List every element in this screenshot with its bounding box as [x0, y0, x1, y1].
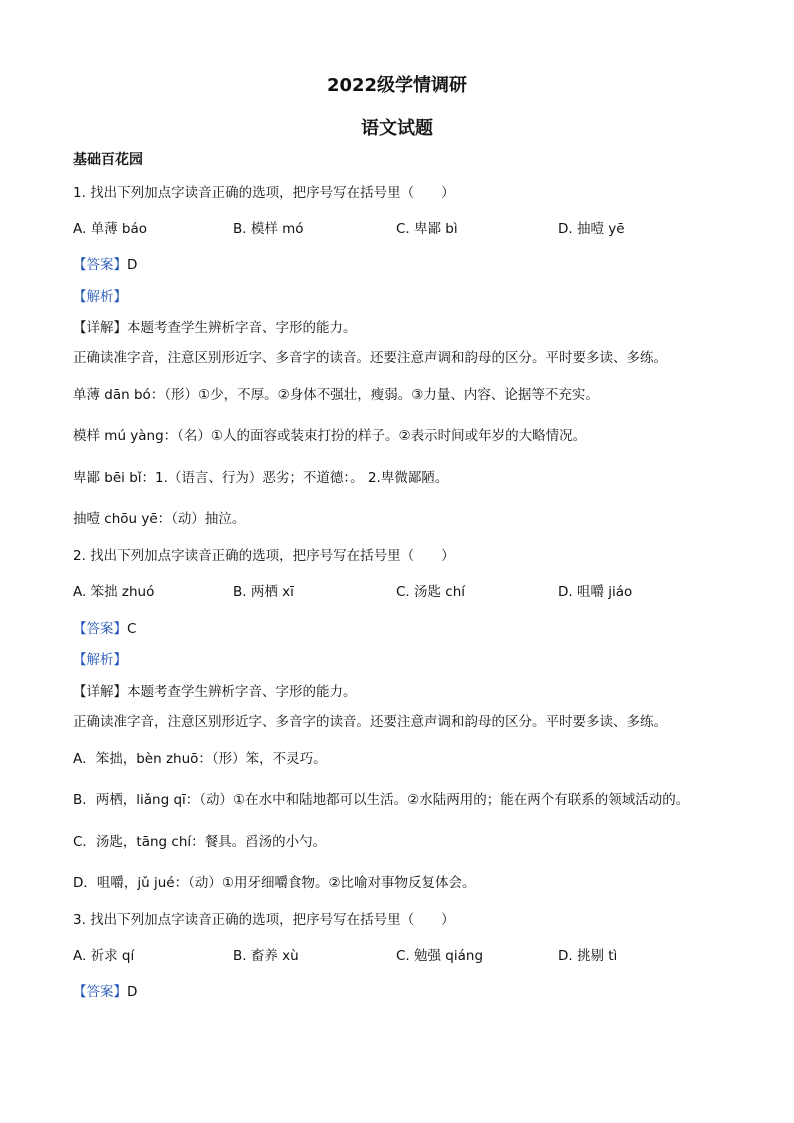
section-heading: 基础百花园: [73, 152, 143, 168]
q2-explain-b: B．两栖，liǎng qī：（动）①在水中和陆地都可以生活。②水陆两用的；能在两个有联系的领域活动的。: [73, 792, 690, 808]
q1-note: 正确读准字音，注意区别形近字、多音字的读音。还要注意声调和韵母的区分。平时要多读、多练。: [73, 350, 667, 366]
q3-option-b: B. 畜养 xù: [233, 948, 299, 964]
answer-value: C: [127, 621, 137, 637]
q2-answer: [73, 620, 136, 638]
q1-analysis-tag: 【解析】: [73, 289, 127, 305]
q2-option-d: D. 咀嚼 jiáo: [558, 584, 633, 600]
q1-option-a: A. 单薄 báo: [73, 221, 147, 237]
q1-answer: [73, 256, 137, 274]
answer-tag: 【答案】: [73, 257, 127, 273]
answer-value: D: [127, 257, 138, 273]
q1-option-d: D. 抽噎 yē: [558, 221, 625, 237]
answer-value: D: [127, 984, 138, 1000]
question-2-stem: 2. 找出下列加点字读音正确的选项，把序号写在括号里（ ）: [73, 548, 455, 564]
question-1-stem: 1. 找出下列加点字读音正确的选项，把序号写在括号里（ ）: [73, 185, 455, 201]
answer-tag: 【答案】: [73, 621, 127, 637]
detail-tag: 【详解】: [73, 684, 127, 700]
q2-detail: [73, 683, 357, 701]
q2-explain-d: D．咀嚼，jǔ jué：（动）①用牙细嚼食物。②比喻对事物反复体会。: [73, 875, 476, 891]
q2-note: 正确读准字音，注意区别形近字、多音字的读音。还要注意声调和韵母的区分。平时要多读、多练。: [73, 714, 667, 730]
q1-detail: [73, 319, 357, 337]
q1-explain-2: 模样 mú yàng：（名）①人的面容或装束打扮的样子。②表示时间或年岁的大略情况。: [73, 428, 587, 444]
q2-explain-c: C．汤匙，tāng chí：餐具。舀汤的小勺。: [73, 834, 327, 850]
doc-subtitle: 语文试题: [361, 118, 433, 139]
q2-analysis-tag: 【解析】: [73, 652, 127, 668]
q1-explain-1: 单薄 dān bó：（形）①少，不厚。②身体不强壮，瘦弱。③力量、内容、论据等不充实。: [73, 387, 599, 403]
q2-option-b: B. 两栖 xī: [233, 584, 294, 600]
q1-explain-3: 卑鄙 bēi bǐ：1.（语言、行为）恶劣；不道德：。 2.卑微鄙陋。: [73, 470, 449, 486]
answer-tag: 【答案】: [73, 984, 127, 1000]
detail-text: 本题考查学生辨析字音、字形的能力。: [127, 320, 357, 336]
q2-option-a: A. 笨拙 zhuó: [73, 584, 155, 600]
detail-tag: 【详解】: [73, 320, 127, 336]
q3-option-a: A. 祈求 qí: [73, 948, 135, 964]
q1-explain-4: 抽噎 chōu yē：（动）抽泣。: [73, 511, 246, 527]
q3-option-c: C. 勉强 qiáng: [396, 948, 484, 964]
detail-text: 本题考查学生辨析字音、字形的能力。: [127, 684, 357, 700]
q1-option-b: B. 模样 mó: [233, 221, 304, 237]
q3-option-d: D. 挑剔 tì: [558, 948, 618, 964]
question-3-stem: 3. 找出下列加点字读音正确的选项，把序号写在括号里（ ）: [73, 912, 455, 928]
q2-explain-a: A．笨拙，bèn zhuō：（形）笨，不灵巧。: [73, 751, 327, 767]
q3-answer: [73, 983, 137, 1001]
doc-title: 2022级学情调研: [326, 75, 468, 96]
q2-option-c: C. 汤匙 chí: [396, 584, 466, 600]
q1-option-c: C. 卑鄙 bì: [396, 221, 458, 237]
